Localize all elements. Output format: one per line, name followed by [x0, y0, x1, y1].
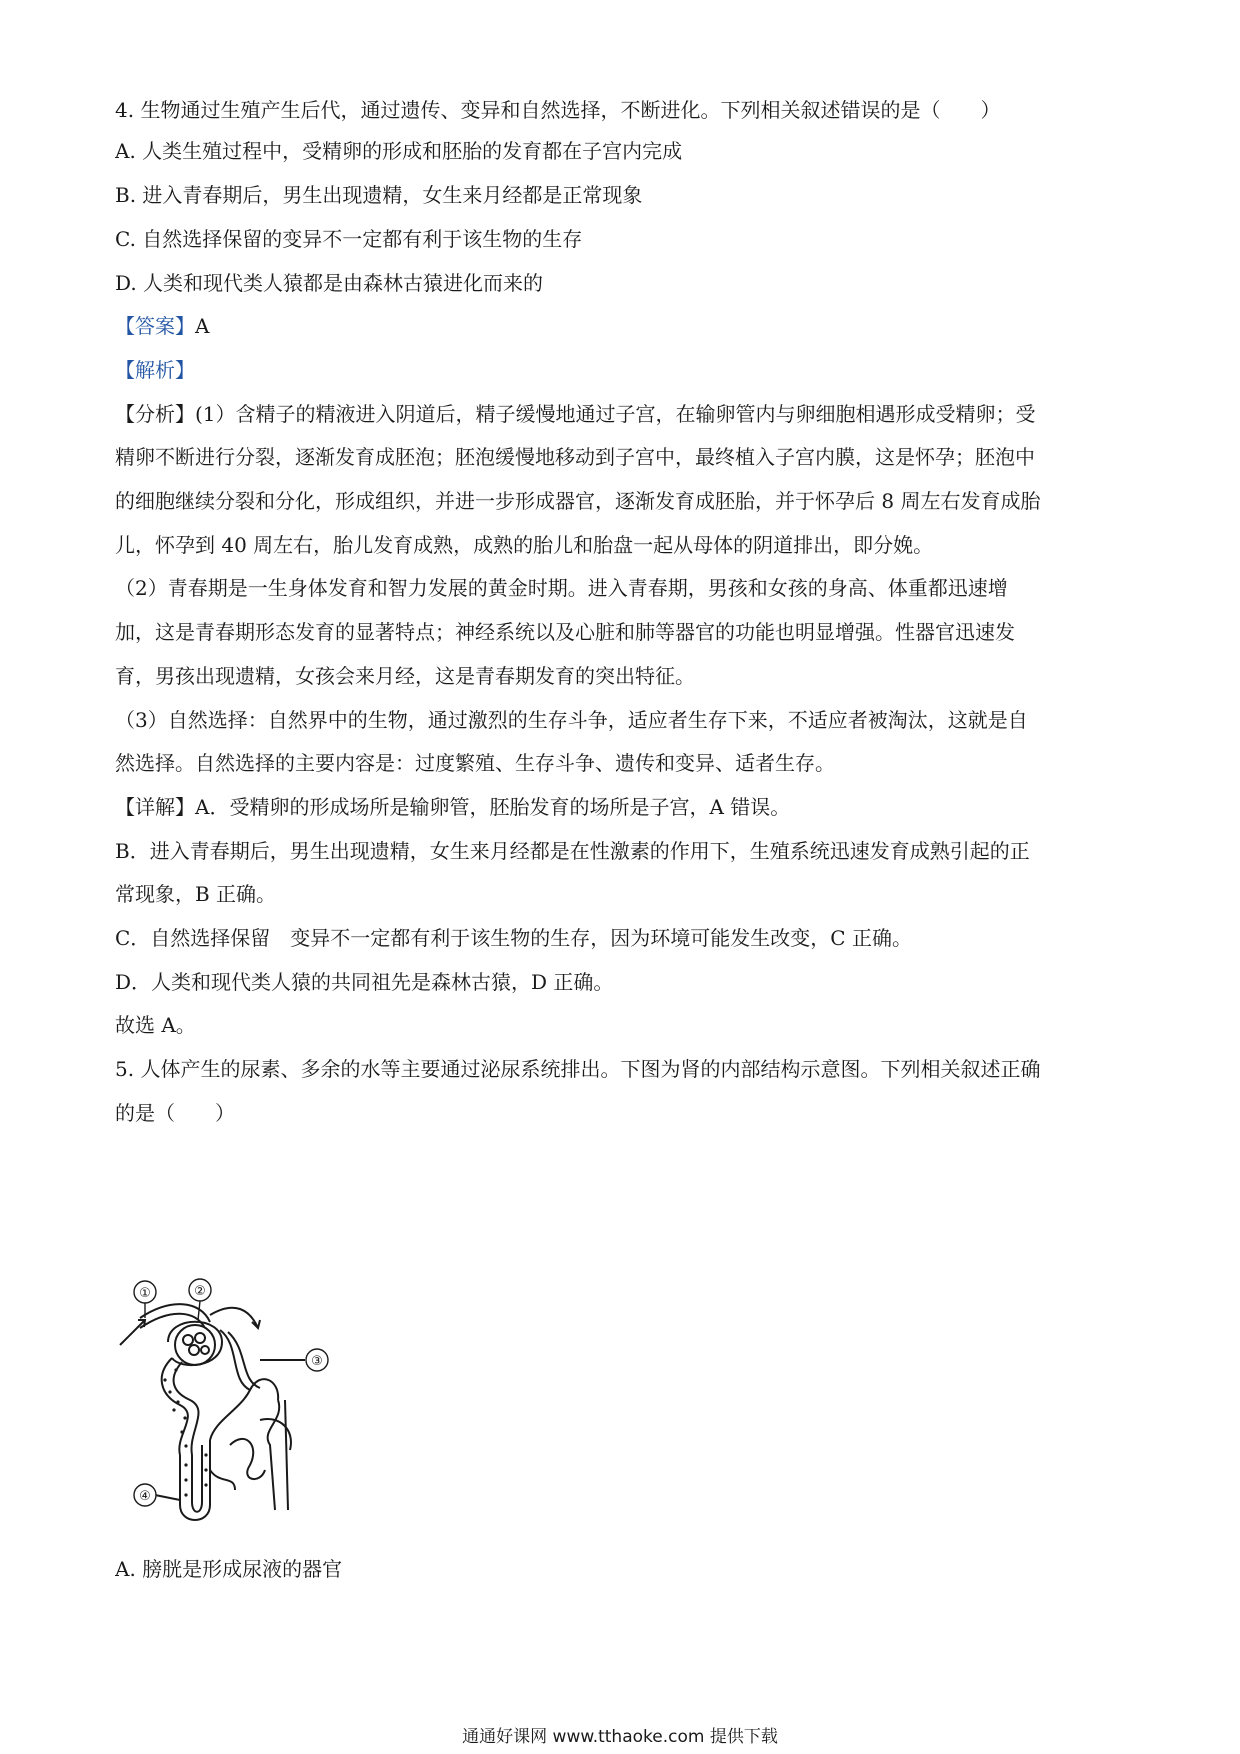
footer-source: 通通好课网 www.tthaoke.com 提供下载	[462, 1727, 778, 1747]
figure-label-1: ①	[139, 1286, 151, 1301]
analysis-line: 育，男孩出现遗精，女孩会来月经，这是青春期发育的突出特征。	[115, 664, 695, 688]
detail-line: C．自然选择保留 变异不一定都有利于该生物的生存，因为环境可能发生改变，C 正确。	[115, 926, 912, 950]
analysis-line: 的细胞继续分裂和分化，形成组织，并进一步形成器官，逐渐发育成胚胎，并于怀孕后 8 周左右发育成胎	[115, 489, 1041, 513]
detail-line: 常现象，B 正确。	[115, 882, 277, 906]
figure-label-4: ④	[139, 1489, 151, 1504]
q5-stem-line: 5. 人体产生的尿素、多余的水等主要通过泌尿系统排出。下图为肾的内部结构示意图。下列相关叙述正确	[115, 1057, 1041, 1081]
answer-value: A	[195, 314, 210, 338]
emphasis-char: 错	[840, 98, 861, 122]
kidney-nephron-diagram	[110, 1270, 340, 1540]
figure-label-2: ②	[194, 1284, 206, 1299]
q4-option-a: A. 人类生殖过程中，受精卵的形成和胚胎的发育都在子宫内完成	[115, 139, 683, 163]
answer-line	[115, 312, 1125, 340]
analysis-line: 加，这是青春期形态发育的显著特点；神经系统以及心脏和肺等器官的功能也明显增强。性器官迅速发	[115, 620, 1015, 644]
answer-tag: 【答案】	[115, 314, 195, 338]
q4-option-c: C. 自然选择保留的变异不一定都有利于该生物的生存	[115, 227, 583, 251]
q4-option-b: B. 进入青春期后，男生出现遗精，女生来月经都是正常现象	[115, 183, 643, 207]
analysis-line: 儿，怀孕到 40 周左右，胎儿发育成熟，成熟的胎儿和胎盘一起从母体的阴道排出，即分娩。	[115, 533, 934, 557]
figure-label-3: ③	[311, 1354, 323, 1369]
detail-line: D．人类和现代类人猿的共同祖先是森林古猿，D 正确。	[115, 970, 614, 994]
analysis-line: 【分析】(1）含精子的精液进入阴道后，精子缓慢地通过子宫，在输卵管内与卵细胞相遇形成受精卵；受	[115, 402, 1036, 426]
q5-stem-line: 的是（ ）	[115, 1101, 235, 1125]
q4-stem-text: 4. 生物通过生殖产生后代，通过遗传、变异和自然选择，不断进化。下列相关叙述	[115, 98, 841, 122]
analysis-tag: 【解析】	[115, 358, 195, 382]
q4-stem	[115, 96, 1125, 124]
detail-line: 【详解】A．受精卵的形成场所是输卵管，胚胎发育的场所是子宫，A 错误。	[115, 795, 791, 819]
analysis-line: 然选择。自然选择的主要内容是：过度繁殖、生存斗争、遗传和变异、适者生存。	[115, 751, 835, 775]
q4-option-d: D. 人类和现代类人猿都是由森林古猿进化而来的	[115, 271, 544, 295]
analysis-line: （2）青春期是一生身体发育和智力发展的黄金时期。进入青春期，男孩和女孩的身高、体重都迅速增	[115, 576, 1008, 600]
q5-option-a: A. 膀胱是形成尿液的器官	[115, 1557, 343, 1581]
emphasis-char: 误	[860, 98, 881, 122]
conclusion-line: 故选 A。	[115, 1013, 196, 1037]
analysis-line: 精卵不断进行分裂，逐渐发育成胚泡；胚泡缓慢地移动到子宫中，最终植入子宫内膜，这是怀孕；胚泡中	[115, 445, 1035, 469]
analysis-line: （3）自然选择：自然界中的生物，通过激烈的生存斗争，适应者生存下来，不适应者被淘汰，这就是自	[115, 708, 1028, 732]
q4-stem-tail: 的是（ ）	[880, 98, 1001, 122]
detail-line: B．进入青春期后，男生出现遗精，女生来月经都是在性激素的作用下，生殖系统迅速发育成熟引起的正	[115, 839, 1030, 863]
